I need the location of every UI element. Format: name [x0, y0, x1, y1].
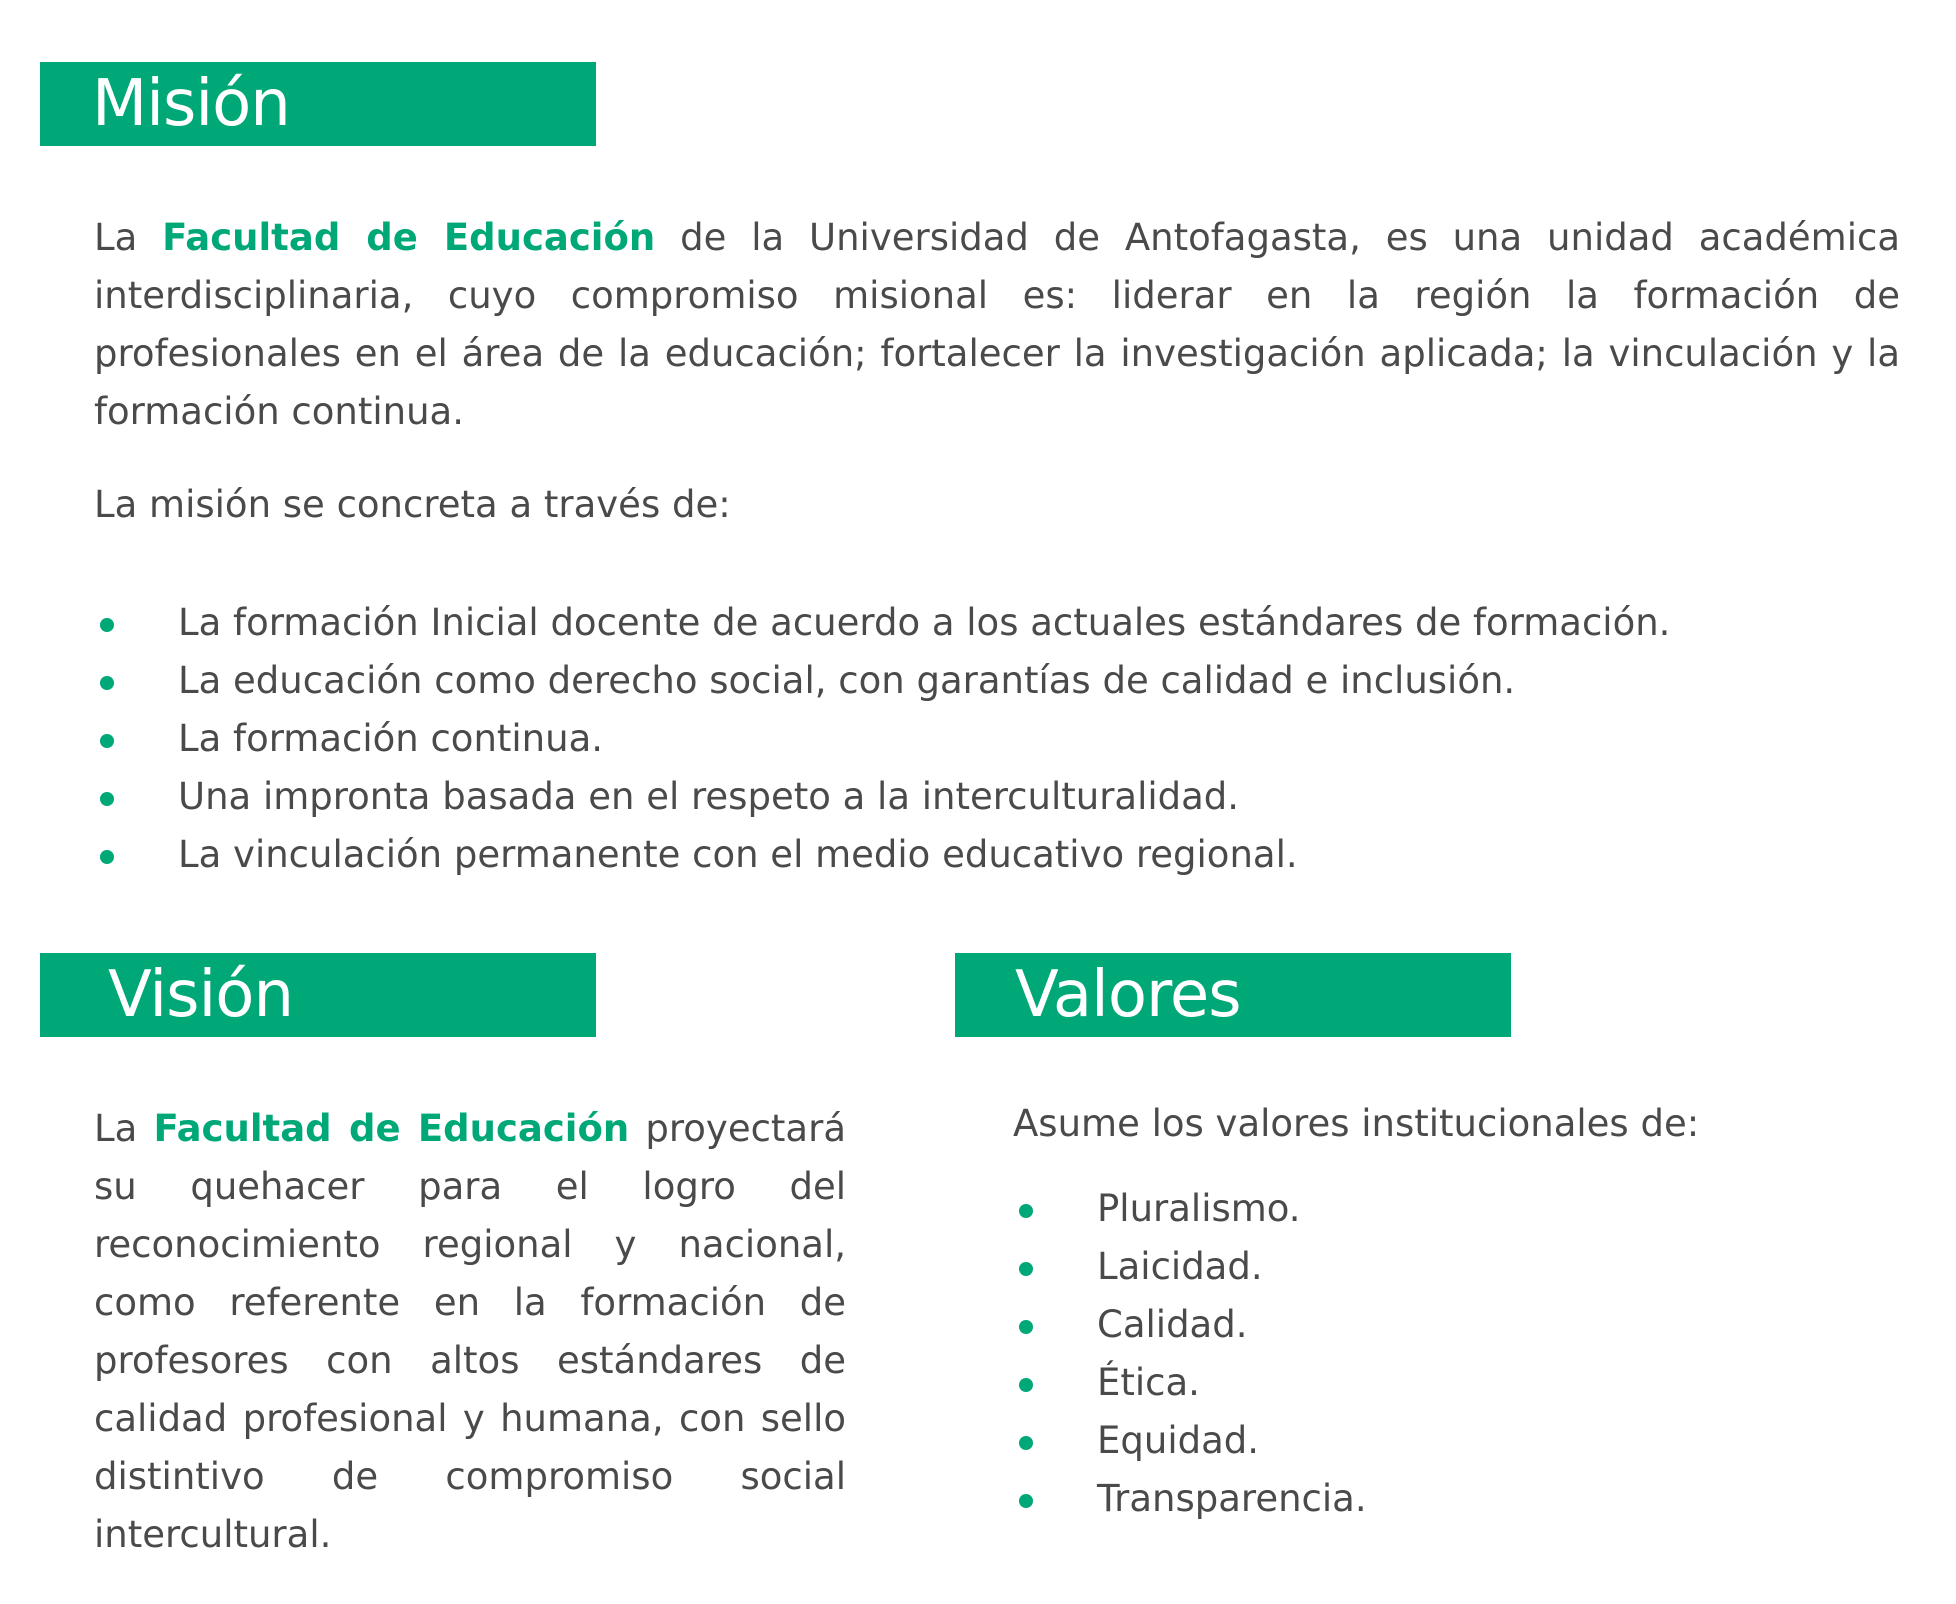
bullet-icon: [100, 792, 114, 806]
mision-text-accent: Facultad de Educación: [162, 216, 656, 259]
list-item: [94, 768, 1670, 826]
bullet-icon: [1019, 1436, 1033, 1450]
list-item-text: Laicidad.: [1097, 1245, 1263, 1288]
list-item: [94, 594, 1670, 652]
mision-paragraph: [94, 209, 1900, 441]
mision-text-before: La: [94, 216, 163, 259]
vision-header: [40, 953, 596, 1037]
list-item: [1013, 1470, 1367, 1528]
bullet-icon: [100, 734, 114, 748]
list-item-text: Pluralismo.: [1097, 1187, 1301, 1230]
vision-text-after: proyectará su quehacer para el logro del reconocimiento regional y nacional, como referente en la formación de profesores con altos estándares de calidad profesional y humana, con sello distintivo de compromiso social intercultural.: [94, 1107, 846, 1556]
vision-paragraph: [94, 1100, 846, 1564]
bullet-icon: [100, 676, 114, 690]
list-item: [1013, 1296, 1367, 1354]
list-item: [1013, 1412, 1367, 1470]
vision-title: Visión: [108, 958, 293, 1032]
mision-list: [94, 594, 1670, 884]
list-item-text: La educación como derecho social, con garantías de calidad e inclusión.: [178, 659, 1516, 702]
list-item: [1013, 1238, 1367, 1296]
bullet-icon: [1019, 1320, 1033, 1334]
list-item-text: Transparencia.: [1097, 1477, 1367, 1520]
mision-title: Misión: [92, 67, 290, 141]
bullet-icon: [1019, 1204, 1033, 1218]
valores-header: [955, 953, 1511, 1037]
mision-header: [40, 62, 596, 146]
list-item: [94, 826, 1670, 884]
bullet-icon: [100, 618, 114, 632]
list-item-text: La vinculación permanente con el medio educativo regional.: [178, 833, 1298, 876]
list-item-text: Calidad.: [1097, 1303, 1248, 1346]
list-item-text: La formación continua.: [178, 717, 604, 760]
vision-text-accent: Facultad de Educación: [153, 1107, 630, 1150]
list-item-text: Ética.: [1097, 1361, 1200, 1404]
valores-title: Valores: [1015, 958, 1241, 1032]
bullet-icon: [1019, 1378, 1033, 1392]
bullet-icon: [1019, 1494, 1033, 1508]
valores-lead: Asume los valores institucionales de:: [1013, 1102, 1700, 1145]
list-item-text: La formación Inicial docente de acuerdo a los actuales estándares de formación.: [178, 601, 1671, 644]
list-item: [1013, 1354, 1367, 1412]
bullet-icon: [100, 850, 114, 864]
list-item-text: Una impronta basada en el respeto a la interculturalidad.: [178, 775, 1240, 818]
list-item: [94, 652, 1670, 710]
valores-list: [1013, 1180, 1367, 1528]
bullet-icon: [1019, 1262, 1033, 1276]
list-item: [1013, 1180, 1367, 1238]
vision-text-before: La: [94, 1107, 154, 1150]
mision-lead: La misión se concreta a través de:: [94, 483, 731, 526]
list-item-text: Equidad.: [1097, 1419, 1260, 1462]
mision-text-after: de la Universidad de Antofagasta, es una unidad académica interdisciplinaria, cuyo compromiso misional es: liderar en la región la formación de profesionales en el área de la educación; fortalecer la investigación aplicada; la vinculación y la formación continua.: [94, 216, 1900, 433]
list-item: [94, 710, 1670, 768]
